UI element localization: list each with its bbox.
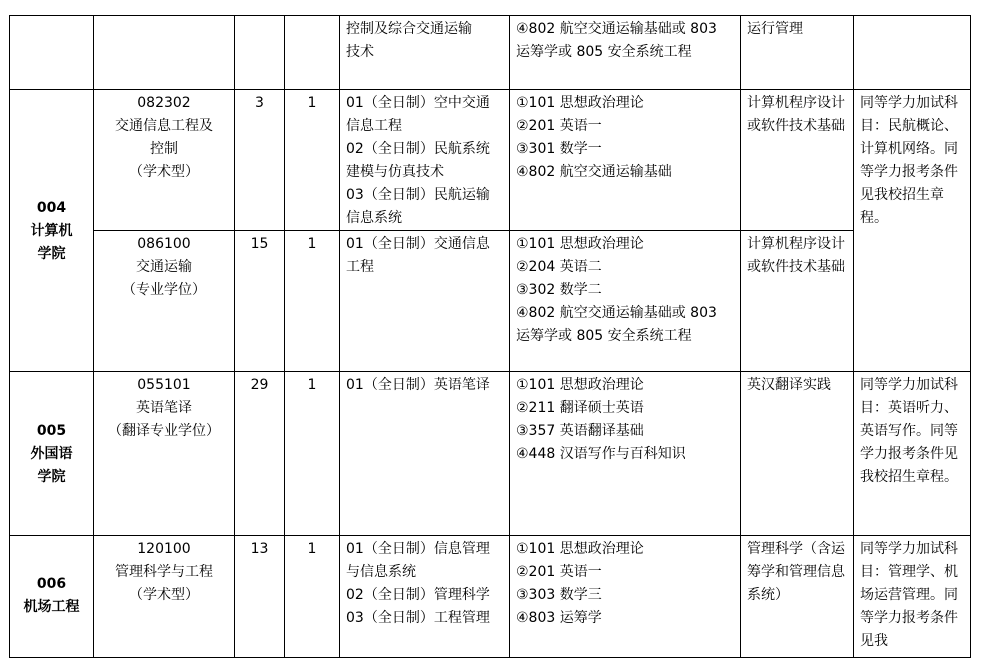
- direction-line: 02（全日制）管理科学: [346, 587, 490, 603]
- major-cell: [94, 231, 235, 372]
- exam-subjects-cell: [510, 231, 741, 372]
- major-name-line: 交通信息工程及: [115, 118, 213, 134]
- research-direction-cell: [340, 231, 510, 372]
- exam-subjects-cell: [510, 90, 741, 231]
- retest-text: 英汉翻译实践: [747, 377, 831, 393]
- recommend-count-cell: 1: [285, 90, 340, 231]
- major-type: （翻译专业学位）: [108, 423, 220, 439]
- exam-line: ①101 思想政治理论: [516, 541, 644, 557]
- direction-line: 03（全日制）工程管理: [346, 610, 490, 626]
- college-name-line: 计算机: [30, 223, 73, 239]
- note-cell: [854, 90, 971, 372]
- exam-line: ②201 英语一: [516, 564, 602, 580]
- note-cell: [854, 16, 971, 90]
- research-direction-cell: [340, 372, 510, 536]
- table-row: [10, 536, 971, 658]
- note-text: 同等学力加试科目：管理学、机场运营管理。同等学力报考条件见我: [860, 541, 958, 649]
- major-name-line: 管理科学与工程: [115, 564, 213, 580]
- college-cell: [10, 16, 94, 90]
- major-code: 055101: [137, 377, 191, 393]
- exam-line: 运筹学或 805 安全系统工程: [516, 328, 692, 344]
- college-name-line: 外国语: [30, 446, 73, 462]
- exam-line: ④802 航空交通运输基础或 803: [516, 305, 717, 321]
- major-code: 120100: [137, 541, 191, 557]
- retest-subject-cell: [741, 536, 854, 658]
- major-name-line: 控制: [150, 141, 178, 157]
- exam-line: ①101 思想政治理论: [516, 377, 644, 393]
- retest-subject-cell: [741, 90, 854, 231]
- exam-line: 运筹学或 805 安全系统工程: [516, 44, 692, 60]
- college-code: 005: [36, 423, 67, 439]
- research-direction-cell: [340, 90, 510, 231]
- exam-line: ①101 思想政治理论: [516, 95, 644, 111]
- college-code: 006: [36, 575, 67, 592]
- enroll-count-cell: [235, 16, 285, 90]
- major-type: （学术型）: [129, 587, 199, 603]
- major-type: （学术型）: [129, 164, 199, 180]
- direction-line: 控制及综合交通运输: [346, 21, 472, 37]
- research-direction-cell: [340, 536, 510, 658]
- college-name-line: 学院: [37, 469, 66, 485]
- exam-line: ②201 英语一: [516, 118, 602, 134]
- enroll-count-cell: 3: [235, 90, 285, 231]
- major-code: 082302: [137, 95, 191, 111]
- college-name-line: 学院: [37, 246, 66, 262]
- direction-line: 信息系统: [346, 210, 402, 226]
- exam-line: ④448 汉语写作与百科知识: [516, 446, 686, 462]
- program-catalog-table: [9, 15, 971, 658]
- table-row: [10, 372, 971, 536]
- recommend-count-cell: 1: [285, 536, 340, 658]
- retest-text: 管理科学（含运筹学和管理信息系统）: [747, 541, 845, 603]
- recommend-count-cell: 1: [285, 231, 340, 372]
- exam-line: ④802 航空交通运输基础或 803: [516, 21, 717, 37]
- retest-subject-cell: [741, 16, 854, 90]
- direction-line: 与信息系统: [346, 564, 416, 580]
- table-row: [10, 90, 971, 231]
- retest-text: 计算机程序设计或软件技术基础: [747, 236, 845, 275]
- exam-line: ③301 数学一: [516, 141, 602, 157]
- college-cell: [10, 90, 94, 372]
- major-cell: [94, 536, 235, 658]
- exam-subjects-cell: [510, 536, 741, 658]
- research-direction-cell: [340, 16, 510, 90]
- enroll-count-cell: 29: [235, 372, 285, 536]
- exam-line: ③302 数学二: [516, 282, 602, 298]
- retest-text: 计算机程序设计或软件技术基础: [747, 95, 845, 134]
- exam-line: ①101 思想政治理论: [516, 236, 644, 252]
- retest-text: 运行管理: [747, 21, 803, 37]
- exam-subjects-cell: [510, 372, 741, 536]
- direction-line: 技术: [346, 44, 374, 60]
- college-cell: [10, 536, 94, 658]
- exam-line: ④802 航空交通运输基础: [516, 164, 672, 180]
- direction-line: 01（全日制）空中交通: [346, 95, 490, 111]
- major-code: 086100: [137, 236, 191, 252]
- retest-subject-cell: [741, 231, 854, 372]
- exam-line: ④803 运筹学: [516, 610, 602, 626]
- table-row: [10, 16, 971, 90]
- direction-line: 02（全日制）民航系统: [346, 141, 490, 157]
- note-text: 同等学力加试科目：英语听力、英语写作。同等学力报考条件见我校招生章程。: [860, 377, 958, 485]
- major-name-line: 英语笔译: [136, 400, 192, 416]
- note-cell: [854, 372, 971, 536]
- recommend-count-cell: [285, 16, 340, 90]
- college-cell: [10, 372, 94, 536]
- direction-line: 建模与仿真技术: [346, 164, 444, 180]
- note-text: 同等学力加试科目：民航概论、计算机网络。同等学力报考条件见我校招生章程。: [860, 95, 958, 226]
- major-cell: [94, 90, 235, 231]
- exam-line: ②204 英语二: [516, 259, 602, 275]
- exam-subjects-cell: [510, 16, 741, 90]
- exam-line: ③357 英语翻译基础: [516, 423, 644, 439]
- exam-line: ③303 数学三: [516, 587, 602, 603]
- major-cell: [94, 372, 235, 536]
- exam-line: ②211 翻译硕士英语: [516, 400, 644, 416]
- direction-line: 01（全日制）英语笔译: [346, 377, 490, 393]
- recommend-count-cell: 1: [285, 372, 340, 536]
- major-name-line: 交通运输: [136, 259, 192, 275]
- college-name-line: 机场工程: [23, 598, 80, 615]
- major-cell: [94, 16, 235, 90]
- college-code: 004: [36, 200, 67, 216]
- note-cell: [854, 536, 971, 658]
- retest-subject-cell: [741, 372, 854, 536]
- direction-line: 03（全日制）民航运输: [346, 187, 490, 203]
- major-type: （专业学位）: [122, 282, 206, 298]
- enroll-count-cell: 13: [235, 536, 285, 658]
- table-row: [10, 231, 971, 372]
- enroll-count-cell: 15: [235, 231, 285, 372]
- direction-line: 01（全日制）交通信息: [346, 236, 490, 252]
- direction-line: 信息工程: [346, 118, 402, 134]
- direction-line: 01（全日制）信息管理: [346, 541, 490, 557]
- direction-line: 工程: [346, 259, 374, 275]
